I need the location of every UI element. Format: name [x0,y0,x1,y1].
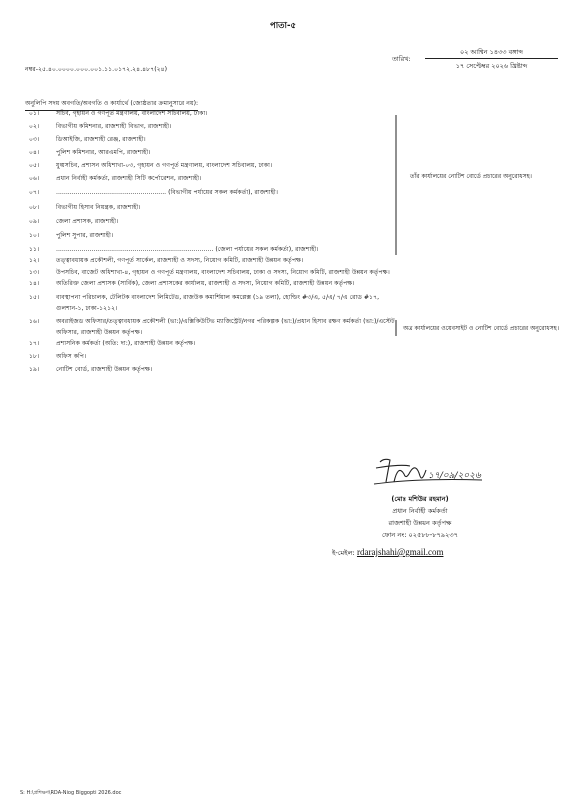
cc-item-text: অতিরিক্ত জেলা প্রশাসক (সার্বিক), জেলা প্রশাসকের কার্যালয়, রাজশাহী ও সদস্য, নিয়োগ কমিটি, রাজশাহী উন্নয়ন কর্তৃপক্ষ। [56,280,355,287]
date-bangla: ০২ আশ্বিন ১৪৩৩ বঙ্গাব্দ [460,48,523,56]
cc-item-text: গুলশান-১, ঢাকা-১২১২। [56,305,118,312]
cc-item-text: উপসচিব, বাজেট অধিশাখা-৪, গৃহায়ন ও গণপূর্ত মন্ত্রণালয়, বাংলাদেশ সচিবালয়, ঢাকা ও সদস্য, নিয়োগ কমিটি, রাজশাহী উন্নয়ন কর্তৃপক্ষ। [56,269,390,276]
cc-item-number: ১৪। [29,280,40,287]
cc-item-number: ০৩। [29,136,40,143]
cc-item-number: ১৫। [29,294,40,301]
cc-item-text: অবরাইজড অফিসার/তত্ত্বাবধায়ক প্রকৌশলী (ভা:)/এক্সিকিউটিভ ম্যাজিস্ট্রেট/নগর পরিকল্পক (ভা:)/প্রধান হিসাব রক্ষণ কর্মকর্তা (ভা:)/এস্টেট [56,318,395,325]
cc-item-text: জেলা প্রশাসক, রাজশাহী। [56,218,119,225]
cc-item-number: ০৭। [29,189,40,196]
side-note-website: অত্র কার্যালয়ের ওয়েবসাইট ও নোটিশ বোর্ডে প্রচারের অনুরোধসহ। [403,325,559,332]
date-label: তারিখ: [392,55,411,63]
cc-item-number: ১৯। [29,366,40,373]
cc-item-number: ০৬। [29,175,40,182]
signatory-office: রাজশাহী উন্নয়ন কর্তৃপক্ষ [388,519,452,527]
cc-item-number: ১৭। [29,340,40,347]
cc-item-number: ১১। [29,246,40,253]
cc-item-text: প্রশাসনিক কর্মকর্তা (অতি: দা:), রাজশাহী উন্নয়ন কর্তৃপক্ষ। [56,340,196,347]
cc-item-number: ১২। [29,257,40,264]
side-note-notice-board: তাঁর কার্যালয়ের নোটিশ বোর্ডে প্রচারের অনুরোধসহ। [410,173,532,180]
cc-item-number: ১৮। [29,353,40,360]
cc-item-text: ডিআইজি, রাজশাহী রেঞ্জ, রাজশাহী। [56,136,146,143]
cc-item-text: তত্ত্বাবধায়ক প্রকৌশলী, গণপূর্ত সার্কেল, রাজশাহী ও সদস্য, নিয়োগ কমিটি, রাজশাহী উন্নয়ন কর্তৃপক্ষ। [56,257,304,264]
cc-item-text: প্রধান নির্বাহী কর্মকর্তা, রাজশাহী সিটি কর্পোরেশন, রাজশাহী। [56,175,202,182]
memo-number: নম্বর-২৫.৪০.০০০০.০০০.০০১.১১.০১৭২.২৪.৪৮৭(২৪) [25,66,168,73]
cc-item-number: ০৯। [29,218,40,225]
date-divider [425,58,558,59]
cc-item-text: ................................................................................ (জেলা পর্যায়ের সকল কর্মকর্তা), রাজশাহী। [56,246,319,253]
signatory-designation: প্রধান নির্বাহী কর্মকর্তা [392,507,448,515]
cc-item-text: নোটিশ বোর্ড, রাজশাহী উন্নয়ন কর্তৃপক্ষ। [56,366,153,373]
signatory-phone: ফোন নং: ০২৫৮৮-৮৭৯২৩৭ [381,531,459,539]
cc-item-text: বিভাগীয় কমিশনার, রাজশাহী বিভাগ, রাজশাহী। [56,123,172,130]
signature-date: ১৭/০৯/২০২৬ [428,471,481,481]
cc-item-number: ০৫। [29,162,40,169]
file-path-footer: S: H:\প্রশিক্ষণ\RDA-Niog Biggopti 2026.doc [20,790,122,796]
cc-item-text: ব্যবস্থাপনা পরিচালক, টেলিটক বাংলাদেশ লিমিটেড, রাজউক কমার্শিয়াল কমপ্লেক্স (১৯ তলা), হোল্ডিং #৩/এ, ৫/এ/ ৭/এ রোড #১৭, [56,294,380,301]
email-line [332,547,443,559]
cc-item-text: পুলিশ কমিশনার, আরএমপি, রাজশাহী। [56,149,151,156]
cc-item-number: ১৩। [29,269,40,276]
cc-item-text: সচিব, গৃহায়ন ও গণপূর্ত মন্ত্রণালয়, বাংলাদেশ সচিবালয়, ঢাকা। [56,110,208,117]
cc-item-text: অফিস কপি। [56,353,87,360]
cc-item-text: ........................................................ (বিভাগীয় পর্যায়ের সকল কর্মকর্তা), রাজশাহী। [56,189,278,196]
signatory-name: (মোঃ মশিউর রহমান) [391,495,449,503]
date-english: ১৭ সেপ্টেম্বর ২০২৬ খ্রিষ্টাব্দ [455,62,528,70]
cc-item-number: ০৮। [29,204,40,211]
cc-item-text: অফিসার, রাজশাহী উন্নয়ন কর্তৃপক্ষ। [56,329,143,336]
cc-item-number: ০৪। [29,149,40,156]
page-number-header: পাতা-৫ [269,21,297,31]
cc-heading: অনুলিপি সদয় অবগতি/অবগতি ও কার্যার্থে (জ্যেষ্ঠতার ক্রমানুসারে নয়): [25,98,198,111]
email-link[interactable]: rdarajshahi@gmail.com [356,547,444,557]
cc-item-number: ১৬। [29,318,40,325]
signature-block [320,493,520,541]
cc-item-text: যুগ্মসচিব, প্রশাসন অধিশাখা-০৩, গৃহায়ন ও গণপূর্ত মন্ত্রণালয়, বাংলাদেশ সচিবালয়, ঢাকা। [56,162,273,169]
right-brace-group-1 [395,115,406,255]
cc-item-number: ১০। [29,232,40,239]
email-label: ই-মেইল: [332,549,355,557]
cc-item-number: ০২। [29,123,40,130]
cc-item-text: পুলিশ সুপার, রাজশাহী। [56,232,114,239]
right-brace-group-2 [395,320,399,336]
cc-item-text: বিভাগীয় হিসাব নিয়ন্ত্রক, রাজশাহী। [56,204,141,211]
cc-item-number: ০১। [29,110,40,117]
handwritten-signature [370,454,490,489]
